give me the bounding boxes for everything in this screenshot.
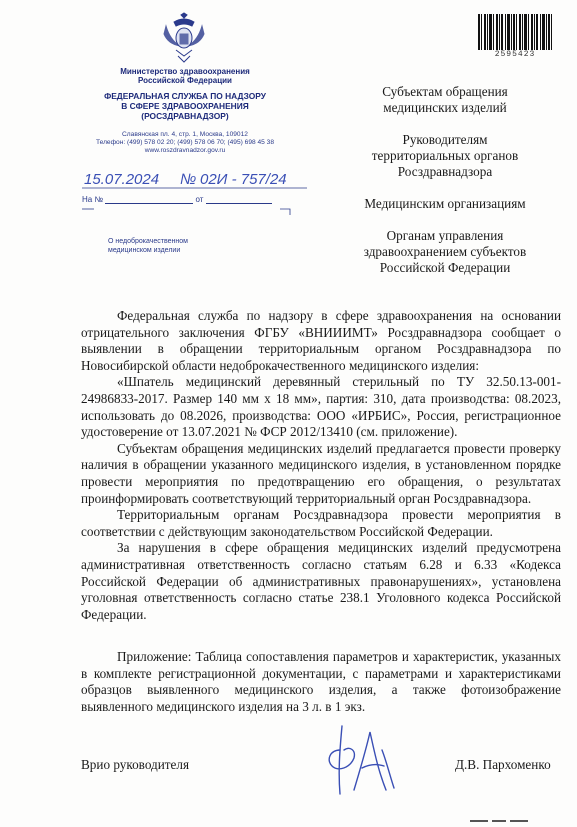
service-name — [60, 91, 310, 121]
service-line: (РОСЗДРАВНАДЗОР) — [141, 111, 229, 121]
addressee-line: Российской Федерации — [379, 260, 511, 275]
signatory-role: Врио руководителя — [81, 757, 190, 772]
ministry-line: Российской Федерации — [138, 76, 232, 85]
reference-prefix: На № — [82, 195, 104, 204]
addressee-block — [355, 84, 535, 116]
service-line: В СФЕРЕ ЗДРАВООХРАНЕНИЯ — [121, 101, 249, 111]
addressee-block — [355, 228, 535, 276]
address-line: Телефон: (499) 578 02 20; (499) 578 06 70; (495) 698 45 38 — [95, 139, 275, 146]
reference-bracket — [82, 208, 292, 216]
addressee-line: территориальных органов — [371, 148, 519, 163]
reference-date-blank — [206, 196, 272, 204]
addressee-line: Росздравнадзора — [397, 164, 493, 179]
subject-line: О недоброкачественном — [108, 238, 188, 245]
address-line: Славянская пл. 4, стр. 1, Москва, 109012 — [122, 131, 248, 138]
addressee-block — [355, 132, 535, 180]
handwritten-date-number — [82, 162, 322, 196]
addressee-line: Органам управления — [386, 228, 504, 243]
coat-of-arms-icon — [160, 12, 208, 64]
body-paragraph: «Шпатель медицинский деревянный стерильный по ТУ 32.50.13-001-24986833-2017. Размер 140 мм х 18 мм», партия: 310, дата производства: 08.2023, использовать до 08.2026, производства: ООО «ИРБИС», Россия, регистрационное удостоверение от 13.07.2021 № ФСР 2012/13410 (см. приложение). — [81, 374, 561, 440]
letter-body — [81, 308, 561, 716]
handwritten-signature — [320, 720, 400, 798]
page-edge-mark — [470, 818, 530, 824]
addressees — [355, 84, 535, 292]
reference-from: от — [195, 195, 204, 204]
ministry-line: Министерство здравоохранения — [120, 67, 250, 76]
barcode-icon — [478, 14, 552, 50]
addressee-block — [355, 196, 535, 212]
handwritten-number: 02И - 757/24 — [200, 171, 287, 188]
addressee-line: Медицинским организациям — [364, 196, 526, 211]
signatory-name: Д.В. Пархоменко — [455, 757, 551, 772]
body-paragraph: За нарушения в сфере обращения медицинских изделий предусмотрена административная ответственность согласно статьям 6.28 и 6.33 «Кодекса Российской Федерации об административных правонарушениях», установлена уголовная ответственность согласно статье 238.1 Уголовного кодекса Российской Федерации. — [81, 540, 561, 622]
addressee-line: здравоохранением субъектов — [363, 244, 527, 259]
letter-subject — [108, 237, 228, 255]
reference-number-blank — [105, 196, 193, 204]
attachment-paragraph: Приложение: Таблица сопоставления параметров и характеристик, указанных в комплекте регистрационной документации, с параметрами и характеристиками образцов выявленного медицинского изделия, а также фотоизображение выявленного медицинского изделия на 3 л. в 1 экз. — [81, 649, 561, 715]
subject-line: медицинском изделии — [108, 247, 181, 254]
body-paragraph: Территориальным органам Росздравнадзора провести мероприятия в соответствии с действующим законодательством Российской Федерации. — [81, 507, 561, 539]
body-paragraph: Федеральная служба по надзору в сфере здравоохранения на основании отрицательного заключения ФГБУ «ВНИИИМТ» Росздравнадзора сообщает о выявлении в обращении территориальным органом Росздравнадзора по Новосибирской области недоброкачественного медицинского изделия: — [81, 308, 561, 373]
body-paragraph: Субъектам обращения медицинских изделий предлагается провести проверку наличия в обращении указанного медицинского изделия, в установленном порядке провести мероприятия по предотвращению его обращения, о результатах проинформировать соответствующий территориальный орган Росздравнадзора. — [81, 440, 561, 506]
addressee-line: Руководителям — [402, 132, 488, 147]
handwritten-number-sign: № — [180, 171, 197, 188]
addressee-line: медицинских изделий — [383, 100, 507, 115]
reference-line — [82, 195, 272, 204]
ministry-name — [60, 67, 310, 85]
service-line: ФЕДЕРАЛЬНАЯ СЛУЖБА ПО НАДЗОРУ — [104, 91, 266, 101]
service-address — [60, 131, 310, 155]
addressee-line: Субъектам обращения — [382, 84, 508, 99]
barcode-number: 2595423 — [494, 50, 536, 59]
address-line: www.roszdravnadzor.gov.ru — [144, 147, 226, 154]
handwritten-date: 15.07.2024 — [84, 171, 160, 188]
